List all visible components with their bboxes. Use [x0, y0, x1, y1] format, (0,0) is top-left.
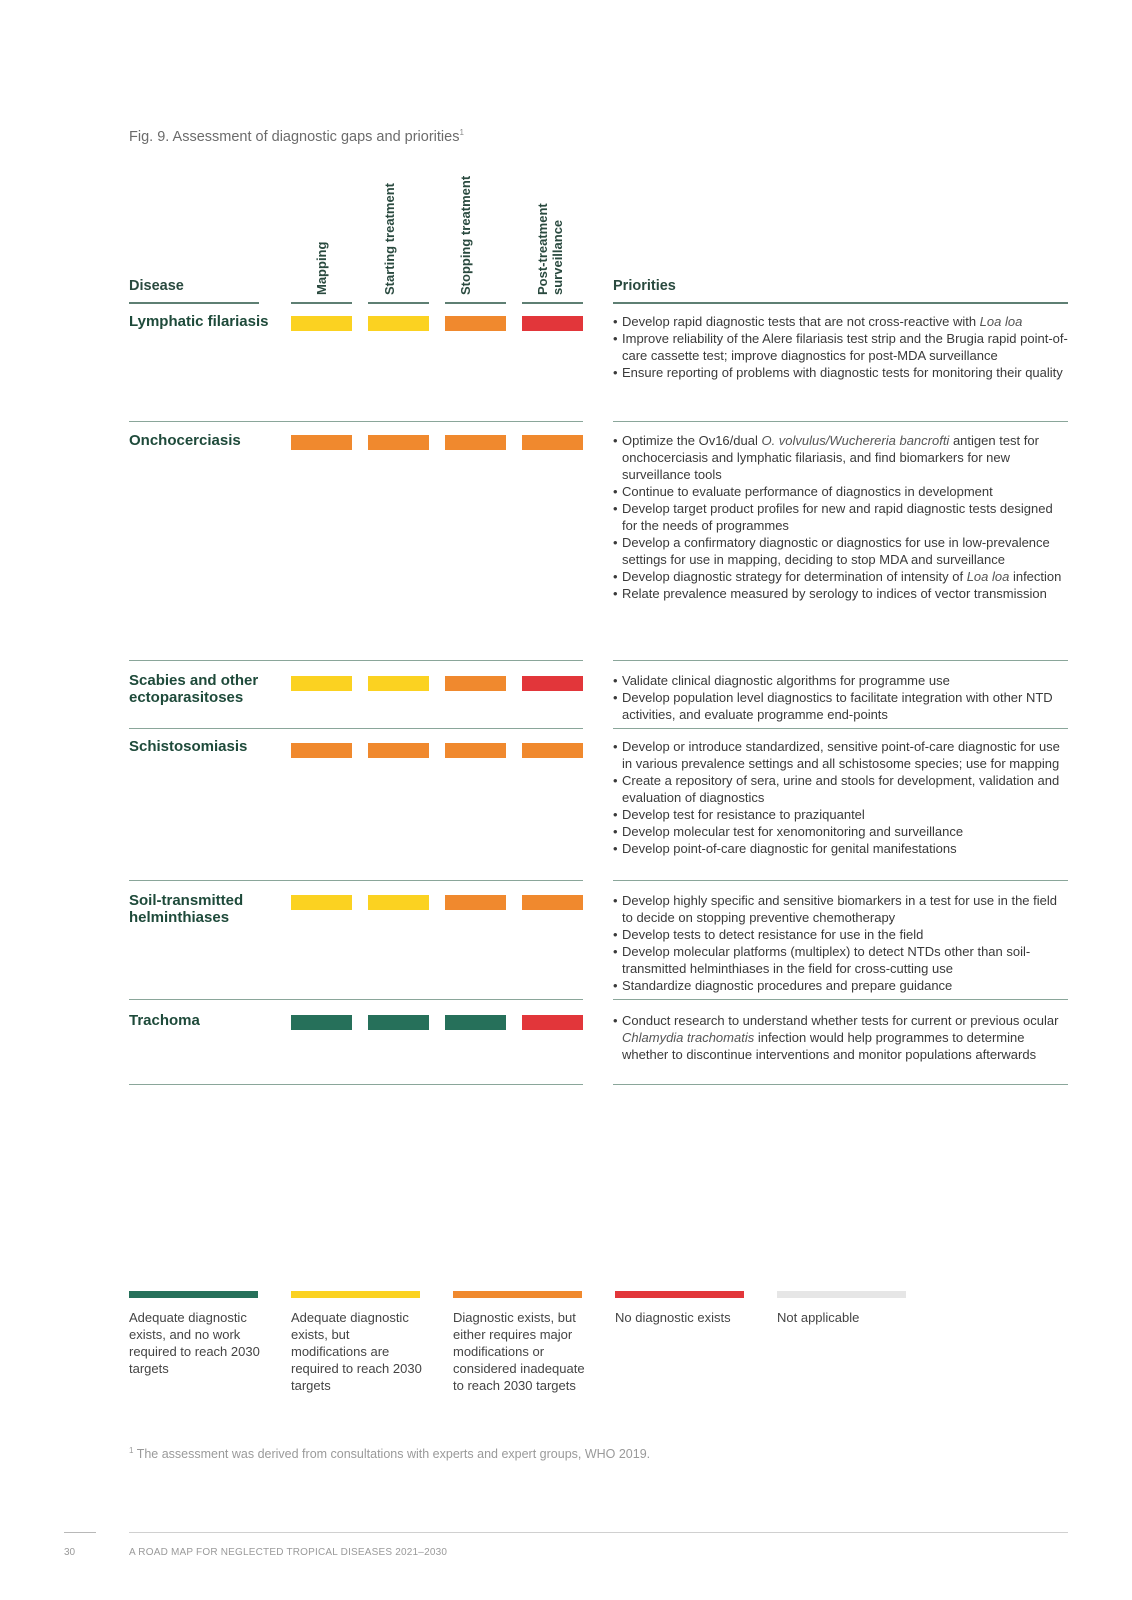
- figure-title-footnote-ref: 1: [459, 128, 464, 137]
- row-divider: [613, 1084, 1068, 1085]
- status-cell: [368, 676, 429, 691]
- status-cell: [291, 316, 352, 331]
- page-number: 30: [64, 1547, 76, 1558]
- priority-item: • Validate clinical diagnostic algorithms for programme use: [613, 672, 1068, 689]
- priority-item: • Standardize diagnostic procedures and prepare guidance: [613, 977, 1068, 994]
- starting-header-rule: [368, 302, 429, 304]
- footnote: $^1$ The assessment was derived from consultations with experts and expert groups, WHO 2019.: [129, 1446, 651, 1462]
- priority-item: • Relate prevalence measured by serology to indices of vector transmission: [613, 585, 1068, 602]
- priorities-list-scabies: [613, 672, 1068, 723]
- column-header-post-treatment-surveillance: Post-treatment surveillance: [535, 203, 565, 295]
- row-divider: [129, 660, 583, 661]
- footnote-marker: 1: [129, 1446, 134, 1455]
- legend-swatch: [129, 1291, 258, 1298]
- priorities-list-lymphatic-filariasis: [613, 313, 1068, 381]
- priority-item: • Develop point-of-care diagnostic for genital manifestations: [613, 840, 1068, 857]
- status-cell: [522, 676, 583, 691]
- priorities-list-trachoma: [613, 1012, 1068, 1063]
- priority-item: • Continue to evaluate performance of diagnostics in development: [613, 483, 1068, 500]
- status-cell: [368, 1015, 429, 1030]
- stopping-header-rule: [445, 302, 506, 304]
- priority-item: • Develop test for resistance to praziquantel: [613, 806, 1068, 823]
- priority-item: • Develop target product profiles for new and rapid diagnostic tests designed for the needs of programmes: [613, 500, 1068, 534]
- status-cell: [368, 316, 429, 331]
- status-cell: [522, 895, 583, 910]
- priorities-header-rule: [613, 302, 1068, 304]
- column-header-starting-treatment: Starting treatment: [382, 183, 397, 295]
- disease-name-scabies: Scabies and other ectoparasitoses: [129, 672, 259, 706]
- status-cell: [291, 1015, 352, 1030]
- disease-name-lymphatic-filariasis: Lymphatic filariasis: [129, 313, 269, 330]
- legend-label: Not applicable: [777, 1310, 860, 1325]
- surveillance-header-rule: [522, 302, 583, 304]
- status-cell: [445, 1015, 506, 1030]
- footer-rule-short: [64, 1532, 96, 1533]
- status-cell: [445, 316, 506, 331]
- disease-name-soil-transmitted-helminthiases: Soil-transmitted helminthiases: [129, 892, 244, 926]
- status-cell: [445, 895, 506, 910]
- row-divider: [613, 660, 1068, 661]
- legend-swatch: [615, 1291, 744, 1298]
- column-header-mapping: Mapping: [314, 241, 329, 295]
- footer-rule: [129, 1532, 1068, 1533]
- priority-item: • Develop a confirmatory diagnostic or diagnostics for use in low-prevalence settings for use in mapping, deciding to stop MDA and surveillance: [613, 534, 1068, 568]
- figure-title: Fig. 9. Assessment of diagnostic gaps and priorities$^1$: [129, 128, 464, 145]
- priority-item: • Optimize the Ov16/dual O. volvulus/Wuchereria bancrofti antigen test for onchocerciasis and lymphatic filariasis, and find biomarkers for new surveillance tools: [613, 432, 1068, 483]
- legend-swatch: [291, 1291, 420, 1298]
- priority-item: • Ensure reporting of problems with diagnostic tests for monitoring their quality: [613, 364, 1068, 381]
- row-divider: [129, 999, 583, 1000]
- status-cell: [291, 435, 352, 450]
- priorities-header: Priorities: [613, 278, 676, 294]
- row-divider: [613, 880, 1068, 881]
- priority-item: • Develop or introduce standardized, sensitive point-of-care diagnostic for use in various prevalence settings and all schistosome species; use for mapping: [613, 738, 1068, 772]
- priorities-list-schistosomiasis: [613, 738, 1068, 857]
- status-cell: [522, 743, 583, 758]
- priority-item: • Develop highly specific and sensitive biomarkers in a test for use in the field to decide on stopping preventive chemotherapy: [613, 892, 1068, 926]
- priority-item: • Improve reliability of the Alere filariasis test strip and the Brugia rapid point-of-care cassette test; improve diagnostics for post-MDA surveillance: [613, 330, 1068, 364]
- status-cell: [445, 676, 506, 691]
- status-cell: [291, 676, 352, 691]
- column-header-stopping-treatment: Stopping treatment: [458, 175, 473, 295]
- disease-name-trachoma: Trachoma: [129, 1012, 200, 1029]
- status-cell: [445, 435, 506, 450]
- priority-item: • Conduct research to understand whether tests for current or previous ocular Chlamydia trachomatis infection would help programmes to determine whether to discontinue interventions and monitor populations afterwards: [613, 1012, 1068, 1063]
- row-divider: [613, 728, 1068, 729]
- status-cell: [368, 895, 429, 910]
- priority-item: • Develop rapid diagnostic tests that are not cross-reactive with Loa loa: [613, 313, 1068, 330]
- legend-label: No diagnostic exists: [615, 1310, 731, 1325]
- row-divider: [129, 421, 583, 422]
- status-cell: [291, 895, 352, 910]
- row-divider: [613, 999, 1068, 1000]
- status-cell: [522, 435, 583, 450]
- legend-label: Adequate diagnostic exists, but modifications are required to reach 2030 targets: [291, 1310, 422, 1393]
- legend-label: Diagnostic exists, but either requires major modifications or considered inadequate to reach 2030 targets: [453, 1310, 585, 1393]
- status-cell: [291, 743, 352, 758]
- disease-header-rule: [129, 302, 259, 304]
- disease-name-onchocerciasis: Onchocerciasis: [129, 432, 241, 449]
- legend-swatch: [453, 1291, 582, 1298]
- mapping-header-rule: [291, 302, 352, 304]
- priority-item: • Develop population level diagnostics to facilitate integration with other NTD activities, and evaluate programme end-points: [613, 689, 1068, 723]
- legend-label: Adequate diagnostic exists, and no work required to reach 2030 targets: [129, 1310, 260, 1376]
- status-cell: [445, 743, 506, 758]
- priority-item: • Develop molecular test for xenomonitoring and surveillance: [613, 823, 1068, 840]
- priority-item: • Create a repository of sera, urine and stools for development, validation and evaluation of diagnostics: [613, 772, 1068, 806]
- priorities-list-onchocerciasis: [613, 432, 1068, 602]
- status-cell: [368, 743, 429, 758]
- priority-item: • Develop diagnostic strategy for determination of intensity of Loa loa infection: [613, 568, 1068, 585]
- status-cell: [522, 1015, 583, 1030]
- priority-item: • Develop tests to detect resistance for use in the field: [613, 926, 1068, 943]
- status-cell: [522, 316, 583, 331]
- row-divider: [129, 1084, 583, 1085]
- disease-header: Disease: [129, 278, 184, 294]
- priority-item: • Develop molecular platforms (multiplex) to detect NTDs other than soil-transmitted helminthiases in the field for cross-cutting use: [613, 943, 1068, 977]
- footer-title: A ROAD MAP FOR NEGLECTED TROPICAL DISEASES 2021–2030: [129, 1547, 448, 1558]
- legend-swatch: [777, 1291, 906, 1298]
- priorities-list-soil-transmitted-helminthiases: [613, 892, 1068, 994]
- row-divider: [129, 880, 583, 881]
- row-divider: [129, 728, 583, 729]
- status-cell: [368, 435, 429, 450]
- disease-name-schistosomiasis: Schistosomiasis: [129, 738, 248, 755]
- row-divider: [613, 421, 1068, 422]
